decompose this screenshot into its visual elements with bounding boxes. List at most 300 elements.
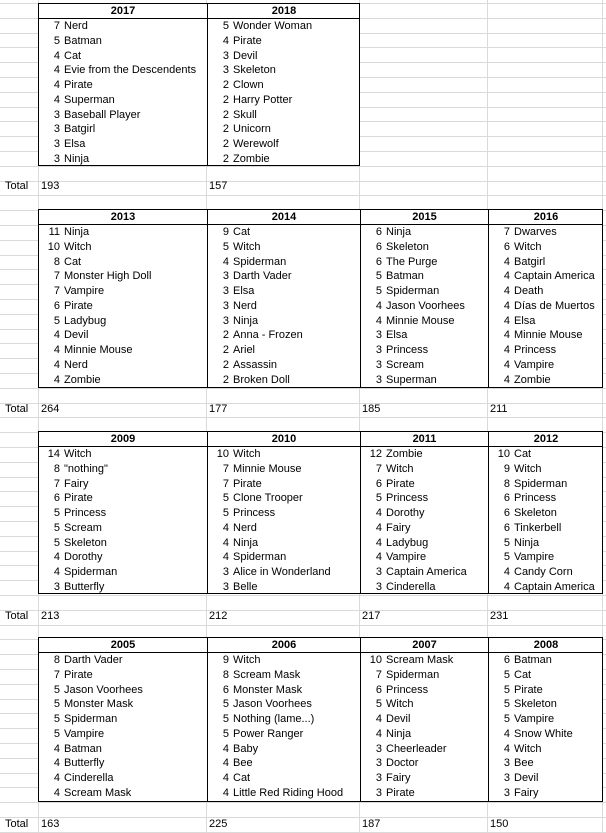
- costume-count[interactable]: 5: [222, 713, 229, 725]
- costume-count[interactable]: 4: [222, 536, 229, 549]
- costume-name[interactable]: Skeleton: [514, 698, 557, 711]
- costume-count[interactable]: 3: [53, 123, 60, 136]
- costume-name[interactable]: Cinderella: [64, 772, 114, 784]
- costume-row[interactable]: [208, 697, 360, 712]
- costume-count[interactable]: 3: [222, 314, 229, 327]
- costume-count[interactable]: 4: [375, 314, 382, 327]
- year-header[interactable]: 2008: [489, 638, 603, 653]
- costume-count[interactable]: 3: [375, 329, 382, 342]
- costume-name[interactable]: Fairy: [386, 521, 411, 534]
- costume-count[interactable]: 10: [497, 448, 510, 460]
- costume-count[interactable]: 2: [222, 344, 229, 356]
- costume-name[interactable]: Elsa: [514, 314, 536, 327]
- costume-name[interactable]: Wonder Woman: [233, 20, 313, 32]
- costume-row[interactable]: [361, 727, 488, 742]
- costume-row[interactable]: [361, 536, 488, 551]
- costume-name[interactable]: Ninja: [514, 536, 540, 549]
- costume-row[interactable]: [208, 284, 360, 299]
- costume-row[interactable]: [489, 225, 603, 240]
- costume-row[interactable]: [361, 284, 488, 299]
- costume-row[interactable]: [489, 756, 603, 771]
- costume-count[interactable]: 4: [53, 79, 60, 91]
- costume-name[interactable]: Witch: [64, 240, 92, 253]
- costume-row[interactable]: [361, 269, 488, 284]
- costume-row[interactable]: [208, 786, 360, 801]
- costume-row[interactable]: [39, 108, 207, 123]
- costume-count[interactable]: 4: [503, 329, 510, 342]
- costume-name[interactable]: Devil: [514, 772, 539, 784]
- costume-row[interactable]: [361, 580, 488, 595]
- costume-name[interactable]: Cinderella: [386, 580, 436, 593]
- costume-count[interactable]: 4: [503, 344, 510, 356]
- costume-row[interactable]: [39, 19, 207, 34]
- year-total-value[interactable]: 150: [490, 818, 509, 830]
- costume-row[interactable]: [208, 373, 360, 388]
- costume-name[interactable]: Vampire: [514, 358, 555, 371]
- costume-row[interactable]: [489, 328, 603, 343]
- costume-name[interactable]: Spiderman: [514, 477, 568, 490]
- costume-name[interactable]: Pirate: [386, 786, 415, 799]
- costume-name[interactable]: Spiderman: [64, 566, 118, 578]
- costume-row[interactable]: [208, 152, 360, 167]
- costume-name[interactable]: Superman: [386, 373, 437, 386]
- costume-row[interactable]: [361, 506, 488, 521]
- costume-name[interactable]: Witch: [514, 240, 542, 253]
- costume-count[interactable]: 10: [369, 654, 382, 666]
- costume-name[interactable]: Clone Trooper: [233, 492, 303, 505]
- costume-count[interactable]: 6: [503, 654, 510, 666]
- costume-count[interactable]: 5: [53, 536, 60, 549]
- costume-name[interactable]: Zombie: [514, 373, 551, 386]
- costume-count[interactable]: 5: [222, 492, 229, 505]
- costume-name[interactable]: Spiderman: [64, 713, 118, 725]
- costume-row[interactable]: [489, 536, 603, 551]
- costume-count[interactable]: 3: [375, 373, 382, 386]
- costume-name[interactable]: Scream Mask: [386, 654, 454, 666]
- costume-row[interactable]: [208, 78, 360, 93]
- costume-name[interactable]: Dorothy: [64, 551, 103, 564]
- costume-name[interactable]: Cat: [64, 49, 82, 62]
- costume-row[interactable]: [208, 299, 360, 314]
- costume-row[interactable]: [39, 373, 207, 388]
- costume-name[interactable]: Nerd: [233, 521, 257, 534]
- costume-count[interactable]: 4: [503, 314, 510, 327]
- costume-name[interactable]: Spiderman: [233, 255, 287, 268]
- costume-name[interactable]: Ninja: [386, 727, 412, 740]
- year-total-value[interactable]: 213: [41, 610, 60, 622]
- year-header[interactable]: 2010: [208, 432, 360, 447]
- costume-count[interactable]: 2: [222, 358, 229, 371]
- costume-count[interactable]: 8: [503, 477, 510, 490]
- costume-name[interactable]: Fairy: [64, 477, 89, 490]
- costume-count[interactable]: 5: [375, 270, 382, 283]
- costume-count[interactable]: 4: [503, 566, 510, 578]
- costume-row[interactable]: [39, 225, 207, 240]
- costume-count[interactable]: 5: [222, 698, 229, 711]
- costume-name[interactable]: Cheerleader: [386, 742, 447, 755]
- costume-row[interactable]: [361, 255, 488, 270]
- costume-count[interactable]: 5: [53, 314, 60, 327]
- costume-name[interactable]: Witch: [514, 742, 542, 755]
- costume-row[interactable]: [361, 343, 488, 358]
- costume-count[interactable]: 7: [53, 285, 60, 297]
- costume-name[interactable]: Doctor: [386, 757, 419, 770]
- costume-count[interactable]: 4: [222, 772, 229, 784]
- costume-count[interactable]: 4: [503, 727, 510, 740]
- costume-row[interactable]: [39, 78, 207, 93]
- costume-row[interactable]: [208, 756, 360, 771]
- costume-count[interactable]: 5: [222, 20, 229, 32]
- costume-name[interactable]: Zombie: [386, 448, 423, 460]
- costume-name[interactable]: Pirate: [64, 299, 93, 312]
- costume-name[interactable]: Scream Mask: [64, 786, 132, 799]
- costume-name[interactable]: Clown: [233, 79, 264, 91]
- costume-name[interactable]: Jason Voorhees: [386, 299, 465, 312]
- costume-row[interactable]: [489, 668, 603, 683]
- costume-row[interactable]: [489, 447, 603, 462]
- costume-row[interactable]: [489, 550, 603, 565]
- costume-name[interactable]: Zombie: [64, 373, 101, 386]
- costume-name[interactable]: Pirate: [64, 492, 93, 505]
- costume-count[interactable]: 7: [53, 477, 60, 490]
- costume-name[interactable]: Death: [514, 285, 544, 297]
- costume-name[interactable]: Devil: [386, 713, 411, 725]
- costume-name[interactable]: Witch: [233, 448, 261, 460]
- costume-row[interactable]: [208, 240, 360, 255]
- costume-row[interactable]: [39, 506, 207, 521]
- costume-name[interactable]: Ninja: [64, 226, 90, 238]
- costume-count[interactable]: 9: [503, 462, 510, 475]
- costume-row[interactable]: [39, 299, 207, 314]
- costume-name[interactable]: Princess: [386, 492, 429, 505]
- costume-row[interactable]: [361, 742, 488, 757]
- costume-row[interactable]: [208, 491, 360, 506]
- costume-count[interactable]: 3: [375, 566, 382, 578]
- costume-count[interactable]: 4: [503, 299, 510, 312]
- costume-row[interactable]: [361, 491, 488, 506]
- costume-row[interactable]: [39, 727, 207, 742]
- costume-row[interactable]: [208, 269, 360, 284]
- costume-row[interactable]: [361, 447, 488, 462]
- costume-count[interactable]: 8: [53, 255, 60, 268]
- costume-name[interactable]: Fairy: [514, 786, 539, 799]
- costume-count[interactable]: 7: [375, 668, 382, 681]
- costume-row[interactable]: [208, 122, 360, 137]
- costume-count[interactable]: 7: [222, 462, 229, 475]
- costume-name[interactable]: Fairy: [386, 772, 411, 784]
- year-header[interactable]: 2009: [39, 432, 207, 447]
- costume-name[interactable]: Skeleton: [386, 240, 429, 253]
- costume-row[interactable]: [361, 328, 488, 343]
- costume-name[interactable]: Princess: [514, 492, 557, 505]
- costume-name[interactable]: Minnie Mouse: [64, 344, 133, 356]
- costume-count[interactable]: 4: [375, 713, 382, 725]
- costume-count[interactable]: 5: [222, 507, 229, 519]
- costume-name[interactable]: Vampire: [514, 551, 555, 564]
- costume-row[interactable]: [208, 137, 360, 152]
- costume-count[interactable]: 2: [222, 373, 229, 386]
- costume-row[interactable]: [489, 506, 603, 521]
- costume-count[interactable]: 2: [222, 138, 229, 150]
- costume-row[interactable]: [39, 93, 207, 108]
- costume-count[interactable]: 5: [53, 34, 60, 47]
- costume-name[interactable]: Bee: [233, 757, 253, 770]
- costume-name[interactable]: Skeleton: [233, 64, 276, 77]
- costume-count[interactable]: 2: [222, 123, 229, 136]
- costume-name[interactable]: Ninja: [386, 226, 412, 238]
- costume-row[interactable]: [489, 580, 603, 595]
- costume-name[interactable]: Witch: [64, 448, 92, 460]
- costume-row[interactable]: [208, 34, 360, 49]
- costume-row[interactable]: [489, 477, 603, 492]
- costume-name[interactable]: Witch: [386, 698, 414, 711]
- costume-count[interactable]: 8: [53, 462, 60, 475]
- costume-row[interactable]: [361, 521, 488, 536]
- costume-name[interactable]: Zombie: [233, 152, 270, 165]
- costume-count[interactable]: 5: [222, 727, 229, 740]
- costume-count[interactable]: 3: [222, 270, 229, 283]
- costume-row[interactable]: [39, 756, 207, 771]
- costume-name[interactable]: Ninja: [233, 314, 259, 327]
- costume-row[interactable]: [208, 521, 360, 536]
- costume-name[interactable]: Monster High Doll: [64, 270, 152, 283]
- costume-row[interactable]: [361, 786, 488, 801]
- costume-name[interactable]: Baseball Player: [64, 108, 141, 121]
- costume-name[interactable]: Power Ranger: [233, 727, 304, 740]
- costume-row[interactable]: [361, 240, 488, 255]
- costume-count[interactable]: 7: [375, 462, 382, 475]
- costume-count[interactable]: 5: [503, 536, 510, 549]
- costume-name[interactable]: Witch: [233, 240, 261, 253]
- costume-row[interactable]: [39, 550, 207, 565]
- costume-name[interactable]: Witch: [386, 462, 414, 475]
- costume-count[interactable]: 2: [222, 329, 229, 342]
- costume-row[interactable]: [489, 462, 603, 477]
- costume-name[interactable]: Jason Voorhees: [233, 698, 312, 711]
- costume-name[interactable]: Captain America: [386, 566, 467, 578]
- costume-row[interactable]: [361, 462, 488, 477]
- costume-name[interactable]: Butterfly: [64, 580, 105, 593]
- year-total-value[interactable]: 187: [362, 818, 381, 830]
- costume-row[interactable]: [208, 771, 360, 786]
- costume-row[interactable]: [489, 255, 603, 270]
- costume-name[interactable]: Cat: [233, 772, 251, 784]
- costume-name[interactable]: Princess: [64, 507, 107, 519]
- costume-row[interactable]: [489, 727, 603, 742]
- costume-count[interactable]: 7: [53, 668, 60, 681]
- costume-name[interactable]: Alice in Wonderland: [233, 566, 331, 578]
- costume-count[interactable]: 3: [53, 152, 60, 165]
- costume-row[interactable]: [489, 343, 603, 358]
- costume-row[interactable]: [361, 668, 488, 683]
- costume-name[interactable]: Nerd: [233, 299, 257, 312]
- costume-name[interactable]: Batman: [514, 654, 552, 666]
- costume-count[interactable]: 9: [222, 654, 229, 666]
- costume-row[interactable]: [39, 786, 207, 801]
- costume-row[interactable]: [39, 122, 207, 137]
- costume-count[interactable]: 4: [503, 255, 510, 268]
- costume-row[interactable]: [39, 477, 207, 492]
- costume-name[interactable]: Nerd: [64, 20, 88, 32]
- costume-count[interactable]: 4: [53, 373, 60, 386]
- year-header[interactable]: 2014: [208, 210, 360, 225]
- costume-name[interactable]: Pirate: [64, 79, 93, 91]
- year-total-value[interactable]: 157: [209, 180, 228, 192]
- costume-row[interactable]: [39, 137, 207, 152]
- costume-row[interactable]: [489, 491, 603, 506]
- costume-row[interactable]: [39, 697, 207, 712]
- costume-name[interactable]: Jason Voorhees: [64, 683, 143, 696]
- year-header[interactable]: 2016: [489, 210, 603, 225]
- costume-name[interactable]: Ninja: [64, 152, 90, 165]
- costume-row[interactable]: [208, 727, 360, 742]
- costume-row[interactable]: [39, 240, 207, 255]
- costume-row[interactable]: [39, 49, 207, 64]
- year-total-value[interactable]: 185: [362, 403, 381, 415]
- costume-count[interactable]: 2: [222, 152, 229, 165]
- costume-count[interactable]: 4: [222, 34, 229, 47]
- costume-count[interactable]: 3: [503, 757, 510, 770]
- costume-count[interactable]: 6: [503, 492, 510, 505]
- costume-row[interactable]: [39, 491, 207, 506]
- costume-row[interactable]: [39, 462, 207, 477]
- costume-count[interactable]: 5: [375, 492, 382, 505]
- costume-count[interactable]: 4: [375, 551, 382, 564]
- costume-row[interactable]: [489, 771, 603, 786]
- costume-row[interactable]: [39, 269, 207, 284]
- costume-count[interactable]: 5: [53, 507, 60, 519]
- costume-count[interactable]: 4: [375, 299, 382, 312]
- costume-row[interactable]: [39, 63, 207, 78]
- costume-row[interactable]: [361, 653, 488, 668]
- costume-name[interactable]: Werewolf: [233, 138, 279, 150]
- year-total-value[interactable]: 177: [209, 403, 228, 415]
- costume-count[interactable]: 3: [375, 757, 382, 770]
- year-header[interactable]: 2013: [39, 210, 207, 225]
- costume-row[interactable]: [361, 299, 488, 314]
- costume-name[interactable]: Elsa: [386, 329, 408, 342]
- costume-row[interactable]: [361, 756, 488, 771]
- costume-count[interactable]: 4: [375, 727, 382, 740]
- costume-name[interactable]: Devil: [233, 49, 258, 62]
- costume-name[interactable]: Minnie Mouse: [386, 314, 455, 327]
- costume-name[interactable]: Butterfly: [64, 757, 105, 770]
- costume-row[interactable]: [208, 712, 360, 727]
- costume-count[interactable]: 6: [375, 240, 382, 253]
- costume-name[interactable]: Devil: [64, 329, 89, 342]
- costume-row[interactable]: [39, 742, 207, 757]
- costume-count[interactable]: 4: [53, 742, 60, 755]
- costume-row[interactable]: [361, 550, 488, 565]
- year-header[interactable]: 2012: [489, 432, 603, 447]
- costume-count[interactable]: 4: [53, 566, 60, 578]
- costume-count[interactable]: 4: [503, 373, 510, 386]
- costume-row[interactable]: [489, 373, 603, 388]
- costume-row[interactable]: [208, 683, 360, 698]
- year-total-value[interactable]: 264: [41, 403, 60, 415]
- costume-count[interactable]: 6: [503, 507, 510, 519]
- costume-row[interactable]: [361, 683, 488, 698]
- costume-count[interactable]: 4: [222, 255, 229, 268]
- costume-row[interactable]: [208, 506, 360, 521]
- costume-count[interactable]: 6: [53, 492, 60, 505]
- costume-count[interactable]: 7: [53, 20, 60, 32]
- costume-name[interactable]: Captain America: [514, 580, 595, 593]
- costume-row[interactable]: [39, 668, 207, 683]
- costume-count[interactable]: 9: [222, 226, 229, 238]
- costume-row[interactable]: [489, 742, 603, 757]
- costume-count[interactable]: 6: [375, 477, 382, 490]
- year-header[interactable]: 2005: [39, 638, 207, 653]
- costume-row[interactable]: [361, 712, 488, 727]
- costume-row[interactable]: [39, 771, 207, 786]
- costume-count[interactable]: 3: [53, 580, 60, 593]
- costume-row[interactable]: [489, 240, 603, 255]
- costume-count[interactable]: 5: [53, 727, 60, 740]
- costume-name[interactable]: Cat: [64, 255, 82, 268]
- costume-row[interactable]: [208, 49, 360, 64]
- costume-count[interactable]: 6: [503, 240, 510, 253]
- costume-row[interactable]: [489, 683, 603, 698]
- costume-count[interactable]: 5: [503, 551, 510, 564]
- costume-row[interactable]: [39, 712, 207, 727]
- costume-name[interactable]: Batman: [64, 742, 102, 755]
- costume-row[interactable]: [489, 697, 603, 712]
- costume-count[interactable]: 5: [222, 240, 229, 253]
- costume-row[interactable]: [208, 358, 360, 373]
- costume-count[interactable]: 4: [375, 521, 382, 534]
- costume-name[interactable]: Unicorn: [233, 123, 271, 136]
- costume-name[interactable]: Pirate: [233, 34, 262, 47]
- costume-row[interactable]: [39, 521, 207, 536]
- costume-name[interactable]: Scream: [64, 521, 102, 534]
- costume-count[interactable]: 8: [53, 654, 60, 666]
- costume-name[interactable]: Nothing (lame...): [233, 713, 315, 725]
- costume-row[interactable]: [208, 343, 360, 358]
- costume-name[interactable]: Anna - Frozen: [233, 329, 303, 342]
- costume-count[interactable]: 5: [375, 285, 382, 297]
- costume-name[interactable]: Cat: [514, 448, 532, 460]
- costume-name[interactable]: Dwarves: [514, 226, 557, 238]
- costume-count[interactable]: 4: [53, 757, 60, 770]
- costume-name[interactable]: Princess: [386, 344, 429, 356]
- costume-row[interactable]: [208, 225, 360, 240]
- year-total-value[interactable]: 225: [209, 818, 228, 830]
- costume-name[interactable]: Captain America: [514, 270, 595, 283]
- costume-row[interactable]: [208, 255, 360, 270]
- costume-name[interactable]: Batman: [386, 270, 424, 283]
- costume-count[interactable]: 6: [53, 299, 60, 312]
- costume-row[interactable]: [39, 284, 207, 299]
- costume-row[interactable]: [361, 358, 488, 373]
- costume-count[interactable]: 5: [53, 698, 60, 711]
- costume-count[interactable]: 4: [53, 786, 60, 799]
- costume-row[interactable]: [39, 653, 207, 668]
- costume-name[interactable]: The Purge: [386, 255, 438, 268]
- year-total-value[interactable]: 212: [209, 610, 228, 622]
- year-total-value[interactable]: 211: [490, 403, 508, 415]
- costume-count[interactable]: 8: [222, 668, 229, 681]
- costume-count[interactable]: 4: [222, 786, 229, 799]
- costume-count[interactable]: 4: [53, 49, 60, 62]
- costume-name[interactable]: Pirate: [386, 477, 415, 490]
- costume-count[interactable]: 6: [375, 226, 382, 238]
- costume-name[interactable]: Cat: [233, 226, 251, 238]
- costume-count[interactable]: 5: [53, 713, 60, 725]
- costume-row[interactable]: [361, 477, 488, 492]
- year-header[interactable]: 2017: [39, 4, 207, 19]
- costume-row[interactable]: [39, 565, 207, 580]
